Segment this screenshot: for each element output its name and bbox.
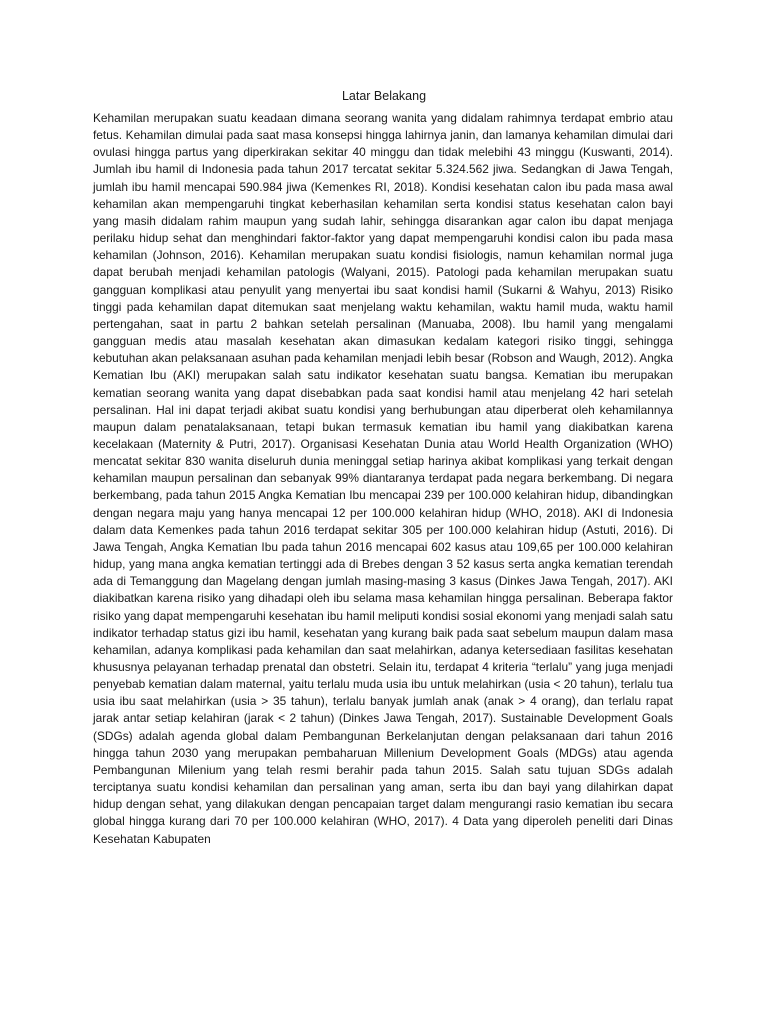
document-title: Latar Belakang	[341, 89, 427, 103]
document-paragraph: Kehamilan merupakan suatu keadaan dimana seorang wanita yang didalam rahimnya terdapat embrio atau fetus. Kehamilan dimulai pada saat masa konsepsi hingga lahirnya janin, dan lamanya kehamilan dimulai dari ovulasi hingga partus yang diperkirakan sekitar 40 minggu dan tidak melebihi 43 minggu (Kuswanti, 2014). Jumlah ibu hamil di Indonesia pada tahun 2017 tercatat sekitar 5.324.562 jiwa. Sedangkan di Jawa Tengah, jumlah ibu hamil mencapai 590.984 jiwa (Kemenkes RI, 2018). Kondisi kesehatan calon ibu pada masa awal kehamilan akan mempengaruhi tingkat keberhasilan kehamilan serta kondisi status kesehatan calon bayi yang masih didalam rahim maupun yang sudah lahir, sehingga disarankan agar calon ibu dapat menjaga perilaku hidup sehat dan menghindari faktor-faktor yang dapat mempengaruhi kondisi calon ibu pada masa kehamilan (Johnson, 2016). Kehamilan merupakan suatu kondisi fisiologis, namun kehamilan normal juga dapat berubah menjadi kehamilan patologis (Walyani, 2015). Patologi pada kehamilan merupakan suatu gangguan komplikasi atau penyulit yang menyertai ibu saat kondisi hamil (Sukarni & Wahyu, 2013) Risiko tinggi pada kehamilan dapat ditemukan saat menjelang waktu kehamilan, waktu hamil muda, waktu hamil pertengahan, saat in partu 2 bahkan setelah persalinan (Manuaba, 2008). Ibu hamil yang mengalami gangguan medis atau masalah kesehatan akan dimasukan kedalam kategori risiko tinggi, sehingga kebutuhan akan pelaksanaan asuhan pada kehamilan menjadi lebih besar (Robson and Waugh, 2012). Angka Kematian Ibu (AKI) merupakan salah satu indikator kesehatan suatu bangsa. Kematian ibu merupakan kematian seorang wanita yang dapat disebabkan pada saat kondisi hamil atau menjelang 42 hari setelah persalinan. Hal ini dapat terjadi akibat suatu kondisi yang berhubungan atau diperberat oleh kehamilannya maupun dalam penatalaksanaan, tetapi bukan termasuk kematian ibu hamil yang diakibatkan karena kecelakaan (Maternity & Putri, 2017). Organisasi Kesehatan Dunia atau World Health Organization (WHO) mencatat sekitar 830 wanita diseluruh dunia meninggal setiap harinya akibat komplikasi yang terkait dengan kehamilan maupun persalinan dan sebanyak 99% diantaranya terdapat pada negara berkembang. Di negara berkembang, pada tahun 2015 Angka Kematian Ibu mencapai 239 per 100.000 kelahiran hidup, dibandingkan dengan negara maju yang hanya mencapai 12 per 100.000 kelahiran hidup (WHO, 2018). AKI di Indonesia dalam data Kemenkes pada tahun 2016 terdapat sekitar 305 per 100.000 kelahiran hidup (Astuti, 2016). Di Jawa Tengah, Angka Kematian Ibu pada tahun 2016 mencapai 602 kasus atau 109,65 per 100.000 kelahiran hidup, yang mana angka kematian tertinggi ada di Brebes dengan 3 52 kasus serta angka kematian terendah ada di Temanggung dan Magelang dengan jumlah masing-masing 3 kasus (Dinkes Jawa Tengah, 2017). AKI diakibatkan karena risiko yang dihadapi oleh ibu selama masa kehamilan hingga persalinan. Beberapa faktor risiko yang dapat mempengaruhi kesehatan ibu hamil meliputi kondisi sosial ekonomi yang menjadi salah satu indikator terhadap status gizi ibu hamil, kesehatan yang kurang baik pada saat sebelum maupun dalam masa kehamilan, adanya komplikasi pada kehamilan dan saat melahirkan, adanya ketersediaan fasilitas kesehatan khususnya pelayanan terhadap prenatal dan obstetri. Selain itu, terdapat 4 kriteria “terlalu” yang juga menjadi penyebab kematian dalam maternal, yaitu terlalu muda usia ibu untuk melahirkan (usia < 20 tahun), terlalu tua usia ibu saat melahirkan (usia > 35 tahun), terlalu banyak jumlah anak (anak > 4 orang), dan terlalu rapat jarak antar setiap kelahiran (jarak < 2 tahun) (Dinkes Jawa Tengah, 2017). Sustainable Development Goals (SDGs) adalah agenda global dalam Pembangunan Berkelanjutan dengan pelaksanaan dari tahun 2016 hingga tahun 2030 yang merupakan pembaharuan Millenium Development Goals (MDGs) atau agenda Pembangunan Milenium yang telah resmi berahir pada tahun 2015. Salah satu tujuan SDGs adalah terciptanya suatu kondisi kehamilan dan persalinan yang aman, serta ibu dan bayi yang dilahirkan dapat hidup dengan sehat, yang dilakukan dengan pencapaian target dalam mengurangi rasio kematian ibu secara global hingga kurang dari 70 per 100.000 kelahiran (WHO, 2017). 4 Data yang diperoleh peneliti dari Dinas Kesehatan Kabupaten	[93, 111, 673, 846]
